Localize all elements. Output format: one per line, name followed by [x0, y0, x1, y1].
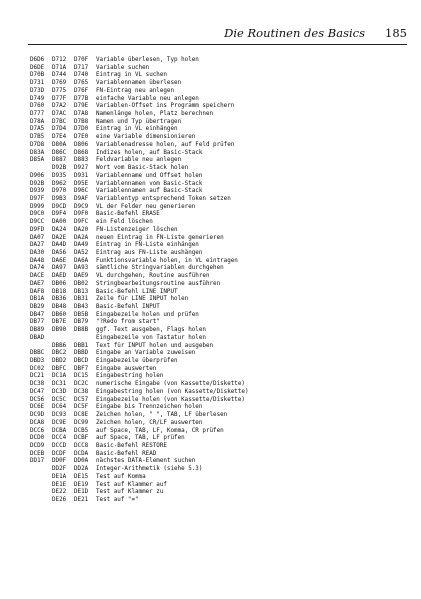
- routine-description: VL der Felder neu generieren: [96, 203, 196, 210]
- address-col-3: DCC8: [74, 442, 89, 449]
- address-col-2: DCBA: [52, 427, 67, 434]
- address-col-2: DBD2: [52, 358, 67, 365]
- table-row: [30, 373, 410, 381]
- routine-description: Text für INPUT holen und ausgeben: [96, 342, 214, 349]
- address-col-1: DC9D: [30, 412, 45, 419]
- address-col-1: DA48: [30, 257, 45, 264]
- address-col-3: DAE9: [74, 273, 89, 280]
- address-col-2: DCCD: [52, 442, 67, 449]
- address-col-3: DC57: [74, 396, 89, 403]
- address-col-3: D765: [74, 80, 89, 87]
- address-col-3: DD2A: [74, 466, 89, 473]
- address-col-1: DB47: [30, 311, 45, 318]
- address-col-1: DCA8: [30, 419, 45, 426]
- routine-description: nächstes DATA-Element suchen: [96, 458, 196, 465]
- address-col-3: DD0A: [74, 458, 89, 465]
- address-col-1: D70B: [30, 72, 45, 79]
- routine-description: Basic-Befehl ERASE: [96, 211, 160, 218]
- routine-description: Test auf Komma: [96, 473, 146, 480]
- routine-description: Variablenadresse holen, auf Feld prüfen: [96, 141, 235, 148]
- table-row: [30, 443, 410, 451]
- address-col-1: D85A: [30, 157, 45, 164]
- address-col-3: DC8E: [74, 412, 89, 419]
- address-col-1: DCD9: [30, 442, 45, 449]
- address-col-3: DB02: [74, 280, 89, 287]
- address-col-2: D9CD: [52, 203, 67, 210]
- address-col-2: DBFC: [52, 365, 67, 372]
- address-col-1: DB77: [30, 319, 45, 326]
- address-col-2: DB18: [52, 288, 67, 295]
- table-row: [30, 474, 410, 482]
- address-col-1: D749: [30, 95, 45, 102]
- routine-description: eine Variable dimensionieren: [96, 134, 196, 141]
- table-row: [30, 497, 410, 505]
- routine-description: Test auf Klammer auf: [96, 481, 167, 488]
- running-title: Die Routinen des Basics: [224, 26, 365, 40]
- table-row: [30, 343, 410, 351]
- address-col-2: DAED: [52, 273, 67, 280]
- address-col-3: DE15: [74, 473, 89, 480]
- routine-description: Zeichen holen, " ", TAB, LF überlesen: [96, 412, 228, 419]
- table-row: [30, 258, 410, 266]
- routine-description: Namen und Typ übertragen: [96, 118, 182, 125]
- address-col-3: DC99: [74, 419, 89, 426]
- table-row: [30, 219, 410, 227]
- address-col-3: D9AF: [74, 195, 89, 202]
- address-col-3: DA52: [74, 249, 89, 256]
- routine-description: Variablen-Offset ins Programm speichern: [96, 103, 235, 110]
- routine-description: Variablenname und Offset holen: [96, 172, 203, 179]
- table-row: [30, 65, 410, 73]
- address-col-3: DB43: [74, 304, 89, 310]
- address-col-1: DC6E: [30, 404, 45, 411]
- table-row: [30, 296, 410, 304]
- address-col-3: D9F0: [74, 211, 89, 218]
- routine-description: Basic-Befehl READ: [96, 450, 157, 457]
- address-col-3: D70F: [74, 57, 89, 63]
- address-col-1: DC47: [30, 388, 45, 395]
- address-col-2: DC3D: [52, 388, 67, 395]
- routine-description: Basic-Befehl RESTORE: [96, 442, 167, 449]
- address-col-1: DBAD: [30, 334, 45, 341]
- address-col-3: DB13: [74, 288, 89, 295]
- address-col-2: D7E4: [52, 134, 67, 141]
- address-col-1: DC56: [30, 396, 45, 403]
- address-col-3: DA20: [74, 226, 89, 233]
- address-col-1: D9CC: [30, 219, 45, 226]
- routine-description: Integer-Arithmetik (siehe 5.3): [96, 466, 203, 473]
- routine-description: VL durchgehen, Routine ausführen: [96, 273, 210, 280]
- address-col-2: DC9E: [52, 419, 67, 426]
- address-col-2: DE22: [52, 489, 67, 496]
- table-row: [30, 304, 410, 312]
- address-col-3: DB31: [74, 296, 89, 303]
- table-row: [30, 273, 410, 281]
- address-col-2: DB90: [52, 327, 67, 334]
- address-col-2: D9F4: [52, 211, 67, 218]
- address-col-1: DA74: [30, 265, 45, 272]
- table-row: [30, 204, 410, 212]
- address-col-3: D883: [74, 157, 89, 164]
- table-row: [30, 103, 410, 111]
- table-row: [30, 327, 410, 335]
- address-col-1: DA07: [30, 234, 45, 241]
- address-col-1: DCD0: [30, 435, 45, 442]
- address-col-1: DB1A: [30, 296, 45, 303]
- table-row: [30, 366, 410, 374]
- routine-description: sämtliche Stringvariablen durchgehen: [96, 265, 224, 272]
- table-row: [30, 80, 410, 88]
- address-col-3: D806: [74, 141, 89, 148]
- routine-description: FN-Eintrag neu anlegen: [96, 87, 175, 94]
- address-col-1: D92B: [30, 180, 45, 187]
- routine-description: auf Space, TAB, LF prüfen: [96, 435, 185, 442]
- table-row: [30, 482, 410, 490]
- address-col-1: D7A5: [30, 126, 45, 133]
- address-col-1: DC02: [30, 365, 45, 372]
- address-col-2: DBB6: [52, 342, 67, 349]
- routine-description: FN-Listenzeiger löschen: [96, 226, 178, 233]
- address-col-2: D887: [52, 157, 67, 164]
- routine-table: [30, 57, 410, 505]
- address-col-3: DB5B: [74, 311, 89, 318]
- address-col-1: DCC6: [30, 427, 45, 434]
- address-col-3: DBB1: [74, 342, 89, 349]
- table-row: [30, 72, 410, 80]
- address-col-1: D9C0: [30, 211, 45, 218]
- address-col-2: DE1A: [52, 473, 67, 480]
- table-row: [30, 126, 410, 134]
- table-row: [30, 358, 410, 366]
- address-col-3: DC5F: [74, 404, 89, 411]
- address-col-1: DD17: [30, 458, 45, 465]
- routine-description: Variablennamen vom Basic-Stack: [96, 180, 203, 187]
- address-col-1: DC38: [30, 381, 45, 388]
- table-row: [30, 265, 410, 273]
- address-col-2: D9B3: [52, 195, 67, 202]
- address-col-1: DACE: [30, 273, 45, 280]
- table-row: [30, 165, 410, 173]
- table-row: [30, 350, 410, 358]
- table-row: [30, 319, 410, 327]
- address-col-2: D775: [52, 87, 67, 94]
- address-col-3: DA93: [74, 265, 89, 272]
- table-row: [30, 142, 410, 150]
- table-row: [30, 381, 410, 389]
- address-col-3: D96C: [74, 188, 89, 195]
- address-col-3: DB8B: [74, 327, 89, 334]
- address-col-2: D80A: [52, 141, 67, 148]
- routine-description: Test auf "=": [96, 496, 139, 503]
- address-col-1: DA30: [30, 249, 45, 256]
- address-col-2: DA97: [52, 265, 67, 272]
- routine-description: Eintrag in FN-Liste einhängen: [96, 242, 199, 249]
- address-col-3: DBCD: [74, 358, 89, 365]
- page-header: [28, 26, 407, 42]
- address-col-1: DBBC: [30, 350, 45, 357]
- address-col-2: D92B: [52, 165, 67, 172]
- address-col-3: DA49: [74, 242, 89, 249]
- address-col-2: D935: [52, 172, 67, 179]
- table-row: [30, 281, 410, 289]
- table-row: [30, 397, 410, 405]
- table-row: [30, 458, 410, 466]
- address-col-2: D744: [52, 72, 67, 79]
- address-col-3: DE21: [74, 496, 89, 503]
- address-col-2: DC64: [52, 404, 67, 411]
- routine-description: ein Feld löschen: [96, 219, 153, 226]
- table-row: [30, 428, 410, 436]
- routine-description: ggf. Text ausgeben, Flags holen: [96, 327, 206, 334]
- address-col-1: DB89: [30, 327, 45, 334]
- table-row: [30, 88, 410, 96]
- address-col-3: D927: [74, 165, 89, 172]
- address-col-1: DAF8: [30, 288, 45, 295]
- routine-description: Wort vom Basic-Stack holen: [96, 165, 189, 172]
- table-row: [30, 289, 410, 297]
- address-col-2: D7BC: [52, 118, 67, 125]
- address-col-1: DC21: [30, 373, 45, 380]
- table-row: [30, 451, 410, 459]
- address-col-2: DE1E: [52, 481, 67, 488]
- address-col-2: D77F: [52, 95, 67, 102]
- table-row: [30, 312, 410, 320]
- address-col-2: DA4D: [52, 242, 67, 249]
- address-col-3: DE19: [74, 481, 89, 488]
- routine-description: Namenlänge holen, Platz berechnen: [96, 111, 214, 118]
- address-col-2: DB7E: [52, 319, 67, 326]
- address-col-2: DB36: [52, 296, 67, 303]
- table-row: [30, 235, 410, 243]
- address-col-1: D906: [30, 172, 45, 179]
- routine-description: Indizes holen, auf Basic-Stack: [96, 149, 203, 156]
- address-col-1: D7D8: [30, 141, 45, 148]
- address-col-3: D7D0: [74, 126, 89, 133]
- table-row: [30, 420, 410, 428]
- address-col-3: D931: [74, 172, 89, 179]
- address-col-2: D7AC: [52, 111, 67, 118]
- routine-description: Eintrag in VL einhängen: [96, 126, 178, 133]
- address-col-1: D7B5: [30, 134, 45, 141]
- address-col-2: DA2E: [52, 234, 67, 241]
- address-col-1: D939: [30, 188, 45, 195]
- routine-description: Zeile für LINE INPUT holen: [96, 296, 189, 303]
- address-col-2: DD0F: [52, 458, 67, 465]
- routine-description: Variablennamen überlesen: [96, 80, 182, 87]
- address-col-2: D970: [52, 188, 67, 195]
- routine-description: Eingabe auswerten: [96, 365, 157, 372]
- address-col-3: D7A8: [74, 111, 89, 118]
- routine-description: Eingabezeile von Tastatur holen: [96, 334, 206, 341]
- table-row: [30, 489, 410, 497]
- address-col-2: DA56: [52, 249, 67, 256]
- routine-description: "?Redo from start": [96, 319, 160, 326]
- routine-description: Basic-Befehl INPUT: [96, 304, 160, 310]
- address-col-3: DC2C: [74, 381, 89, 388]
- address-col-1: DA27: [30, 242, 45, 249]
- address-col-2: DC1A: [52, 373, 67, 380]
- address-col-2: DCC4: [52, 435, 67, 442]
- routine-description: Zeichen holen, CR/LF auswerten: [96, 419, 203, 426]
- routine-description: Eingabestring holen (von Kassette/Diskette): [96, 388, 249, 395]
- address-col-2: D712: [52, 57, 67, 63]
- address-col-1: D777: [30, 111, 45, 118]
- routine-description: auf Space, TAB, LF, Komma, CR prüfen: [96, 427, 224, 434]
- address-col-3: DBBD: [74, 350, 89, 357]
- address-col-2: DCDF: [52, 450, 67, 457]
- address-col-2: DC31: [52, 381, 67, 388]
- address-col-2: DA6E: [52, 257, 67, 264]
- table-row: [30, 196, 410, 204]
- table-row: [30, 211, 410, 219]
- address-col-3: DC15: [74, 373, 89, 380]
- table-row: [30, 389, 410, 397]
- routine-description: Funktionsvariable holen, in VL eintragen: [96, 257, 238, 264]
- address-col-1: DB29: [30, 304, 45, 310]
- table-row: [30, 466, 410, 474]
- routine-description: Eingabezeile überprüfen: [96, 358, 178, 365]
- page-number: 185: [385, 26, 407, 40]
- address-col-3: DA6A: [74, 257, 89, 264]
- address-col-3: D7B8: [74, 118, 89, 125]
- address-col-1: D78A: [30, 118, 45, 125]
- address-col-3: D9C9: [74, 203, 89, 210]
- routine-description: numerische Eingabe (von Kassette/Diskette): [96, 381, 245, 388]
- routine-description: Variable suchen: [96, 64, 150, 71]
- address-col-3: DCDA: [74, 450, 89, 457]
- address-col-3: DBF7: [74, 365, 89, 372]
- table-row: [30, 96, 410, 104]
- address-col-2: DB06: [52, 280, 67, 287]
- routine-description: Basic-Befehl LINE INPUT: [96, 288, 178, 295]
- address-col-3: DCBF: [74, 435, 89, 442]
- address-col-1: DAE7: [30, 280, 45, 287]
- address-col-3: D7E0: [74, 134, 89, 141]
- routine-description: Eingabezeile holen und prüfen: [96, 311, 199, 318]
- address-col-2: DC5C: [52, 396, 67, 403]
- header-rule: [28, 44, 407, 45]
- address-col-3: D717: [74, 64, 89, 71]
- routine-description: neuen Eintrag in FN-Liste generieren: [96, 234, 224, 241]
- address-col-3: D9FC: [74, 219, 89, 226]
- routine-description: Variable überlesen, Typ holen: [96, 57, 199, 63]
- address-col-2: DB48: [52, 304, 67, 310]
- table-row: [30, 157, 410, 165]
- table-row: [30, 412, 410, 420]
- address-col-1: D999: [30, 203, 45, 210]
- address-col-3: DB79: [74, 319, 89, 326]
- routine-description: Feldvariable neu anlegen: [96, 157, 182, 164]
- address-col-3: D76F: [74, 87, 89, 94]
- routine-description: Variablentyp entsprechend Token setzen: [96, 195, 231, 202]
- table-row: [30, 242, 410, 250]
- address-col-2: DA24: [52, 226, 67, 233]
- address-col-2: DC93: [52, 412, 67, 419]
- address-col-1: D83A: [30, 149, 45, 156]
- address-col-3: D79E: [74, 103, 89, 110]
- address-col-1: D9FD: [30, 226, 45, 233]
- table-row: [30, 335, 410, 343]
- address-col-2: DE26: [52, 496, 67, 503]
- address-col-3: D740: [74, 72, 89, 79]
- address-col-1: D731: [30, 80, 45, 87]
- address-col-1: D760: [30, 103, 45, 110]
- routine-description: einfache Variable neu anlegen: [96, 95, 199, 102]
- table-row: [30, 250, 410, 258]
- table-row: [30, 173, 410, 181]
- routine-description: Stringbearbeitungsroutine ausführen: [96, 280, 221, 287]
- address-col-2: D769: [52, 80, 67, 87]
- address-col-2: DBC2: [52, 350, 67, 357]
- routine-description: Eingabezeile holen (von Kassette/Diskette): [96, 396, 245, 403]
- address-col-3: D95E: [74, 180, 89, 187]
- address-col-2: DA00: [52, 219, 67, 226]
- address-col-3: D77B: [74, 95, 89, 102]
- address-col-3: DE1D: [74, 489, 89, 496]
- address-col-2: D7D4: [52, 126, 67, 133]
- address-col-2: DB60: [52, 311, 67, 318]
- routine-description: Eingabestring holen: [96, 373, 164, 380]
- address-col-3: DC38: [74, 388, 89, 395]
- address-col-1: D6DE: [30, 64, 45, 71]
- address-col-2: D962: [52, 180, 67, 187]
- address-col-1: DBD3: [30, 358, 45, 365]
- table-row: [30, 181, 410, 189]
- address-col-2: D71A: [52, 64, 67, 71]
- address-col-3: DA2A: [74, 234, 89, 241]
- table-row: [30, 57, 410, 65]
- routine-description: Eintrag in VL suchen: [96, 72, 167, 79]
- routine-description: Eingabe an Variable zuweisen: [96, 350, 196, 357]
- routine-description: Variablennamen auf Basic-Stack: [96, 188, 203, 195]
- routine-description: Test auf Klammer zu: [96, 489, 164, 496]
- table-row: [30, 111, 410, 119]
- address-col-1: D97F: [30, 195, 45, 202]
- table-row: [30, 134, 410, 142]
- table-row: [30, 119, 410, 127]
- table-row: [30, 404, 410, 412]
- table-row: [30, 435, 410, 443]
- address-col-3: DCB5: [74, 427, 89, 434]
- table-row: [30, 227, 410, 235]
- address-col-1: D6D6: [30, 57, 45, 63]
- routine-description: Eingabe bis Trennzeichen holen: [96, 404, 203, 411]
- address-col-2: D7A2: [52, 103, 67, 110]
- address-col-2: DD2F: [52, 466, 67, 473]
- address-col-1: DCEB: [30, 450, 45, 457]
- table-row: [30, 188, 410, 196]
- address-col-1: D73D: [30, 87, 45, 94]
- table-row: [30, 150, 410, 158]
- routine-description: Eintrag aus FN-Liste aushängen: [96, 249, 203, 256]
- address-col-3: D868: [74, 149, 89, 156]
- address-col-2: D86C: [52, 149, 67, 156]
